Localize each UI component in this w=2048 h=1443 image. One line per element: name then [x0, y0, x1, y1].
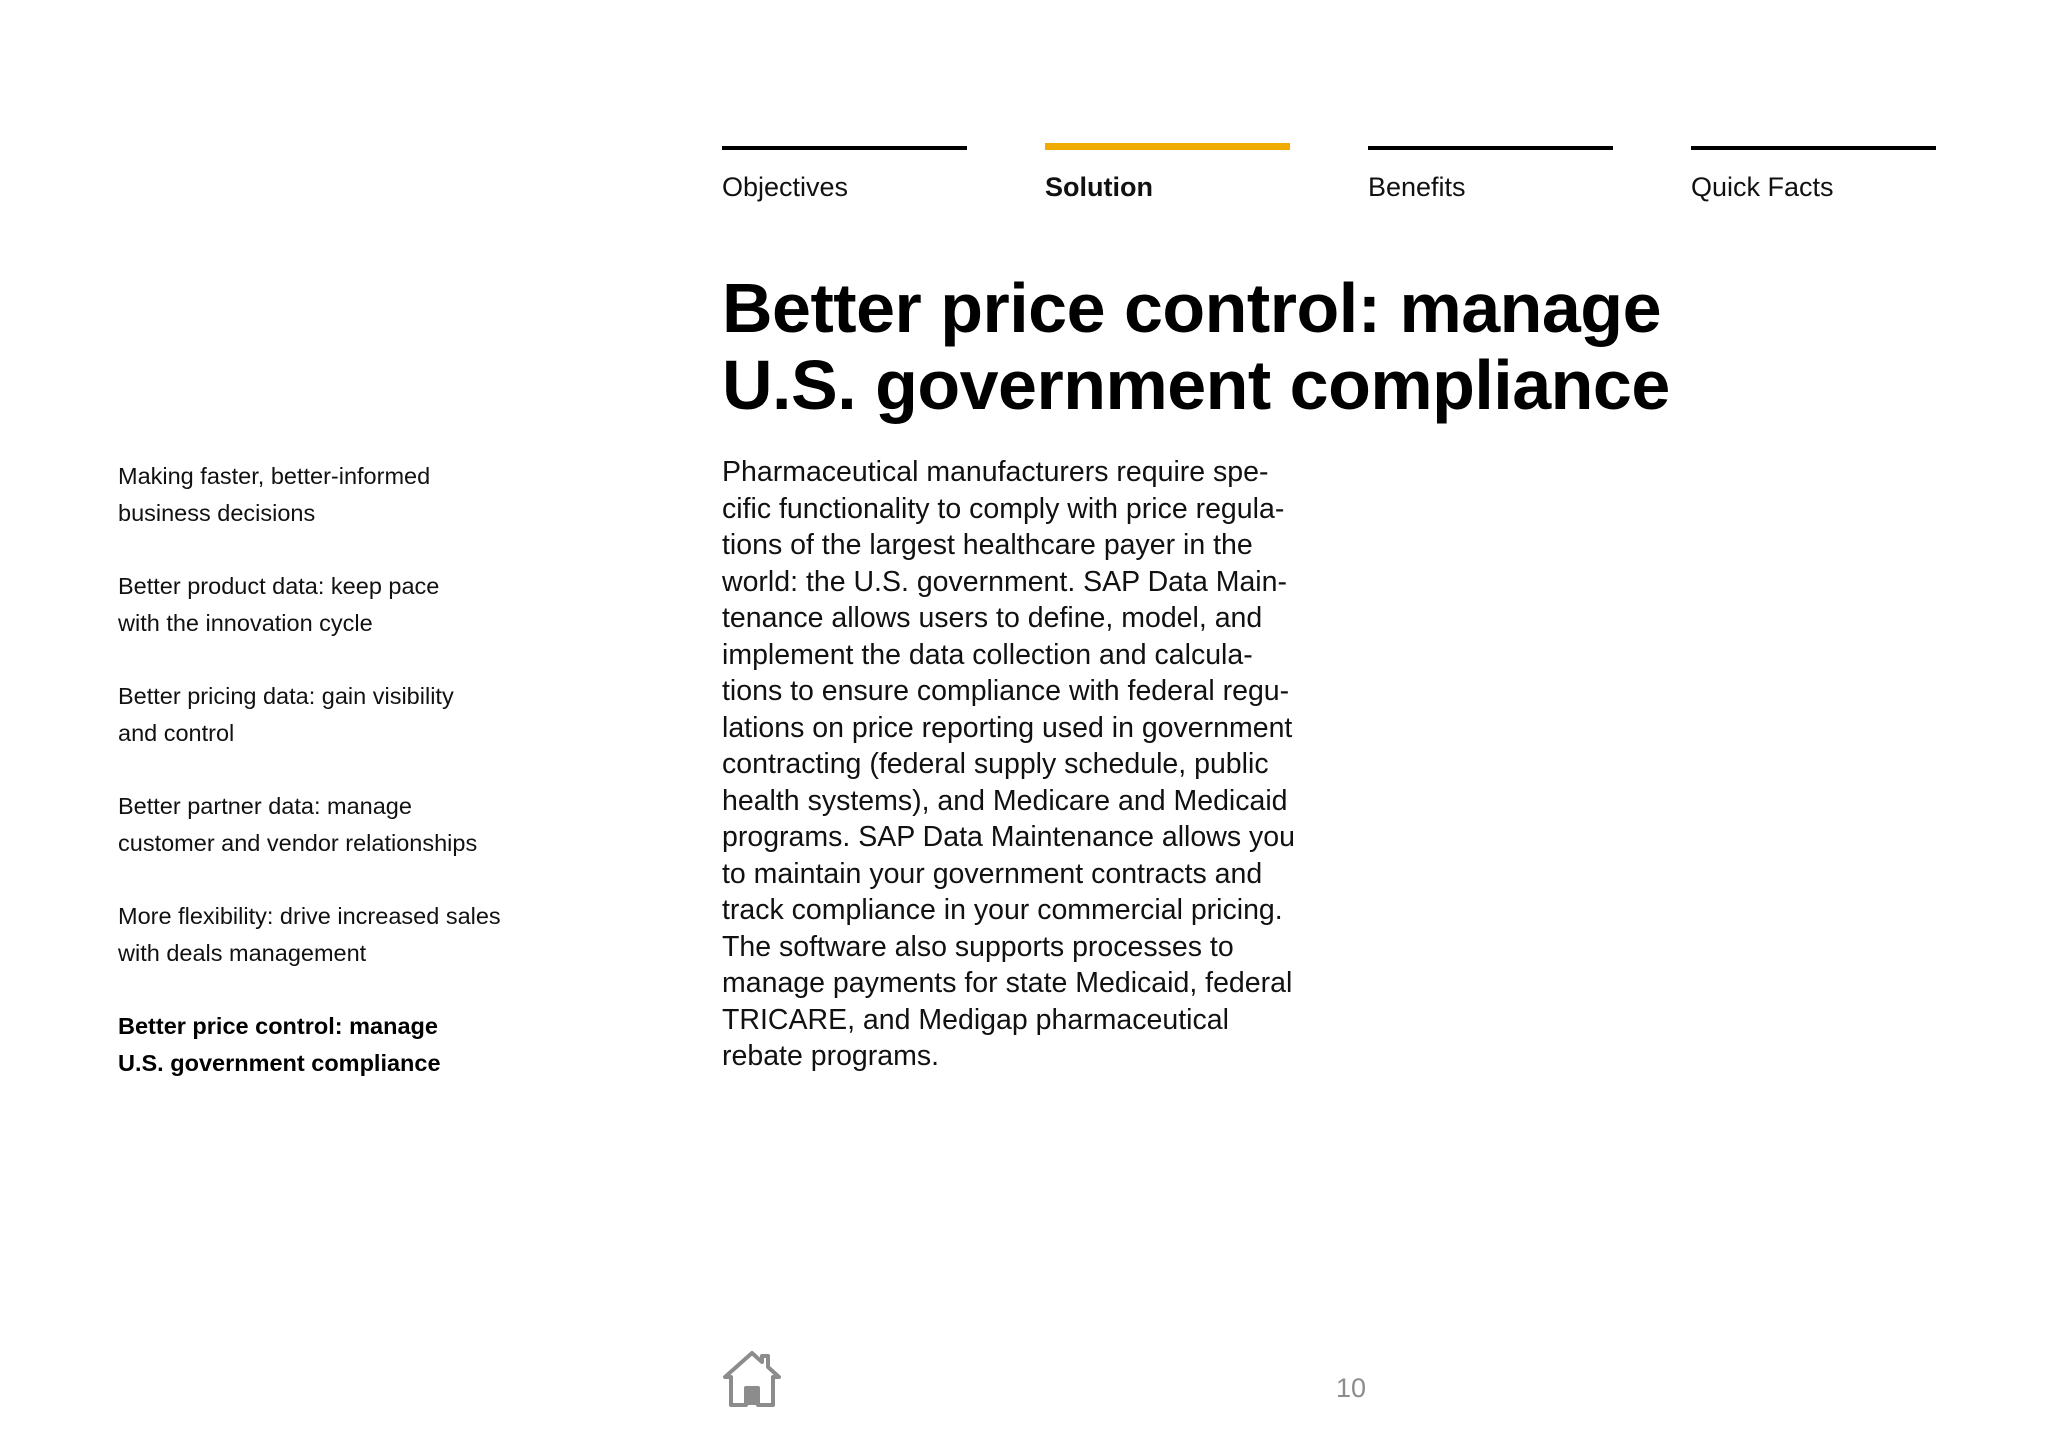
body-line: contracting (federal supply schedule, public: [722, 748, 1269, 780]
body-line: tions of the largest healthcare payer in the: [722, 529, 1253, 561]
sidebar-item-flexibility[interactable]: [118, 898, 558, 971]
body-line: programs. SAP Data Maintenance allows you: [722, 821, 1295, 853]
sidebar-item-label: Better partner data: manage: [118, 793, 412, 819]
sidebar-item-price-control[interactable]: [118, 1008, 558, 1081]
sidebar-item-label: customer and vendor relationships: [118, 829, 478, 856]
home-button[interactable]: [722, 1350, 782, 1408]
body-line: implement the data collection and calcula-: [722, 638, 1253, 671]
body-line: health systems), and Medicare and Medicaid: [722, 784, 1288, 817]
body-line: tions to ensure compliance with federal regu-: [722, 675, 1290, 707]
tab-underline: [722, 146, 967, 150]
tab-label: Quick Facts: [1691, 172, 1834, 202]
tab-underline: [1368, 146, 1613, 150]
body-line: track compliance in your commercial pricing.: [722, 894, 1283, 926]
tab-label: Solution: [1045, 172, 1153, 202]
body-line: cific functionality to comply with price regula-: [722, 492, 1285, 525]
home-icon: [722, 1350, 782, 1408]
sidebar-item-partner-data[interactable]: [118, 788, 558, 861]
page-title: [722, 270, 1902, 424]
body-line: The software also supports processes to: [722, 930, 1234, 963]
tab-underline-active: [1045, 143, 1290, 150]
sidebar-item-label: with deals management: [118, 939, 367, 966]
body-paragraph: [722, 454, 1372, 1075]
body-line: manage payments for state Medicaid, federal: [722, 967, 1293, 999]
body-line: TRICARE, and Medigap pharmaceutical: [722, 1003, 1229, 1036]
body-line: tenance allows users to define, model, and: [722, 602, 1263, 634]
tab-quick-facts[interactable]: [1691, 146, 1936, 204]
tab-solution[interactable]: [1045, 146, 1290, 204]
sidebar-item-faster-decisions[interactable]: [118, 458, 558, 531]
section-tabs: [722, 146, 1938, 216]
sidebar-item-pricing-data[interactable]: [118, 678, 558, 751]
body-line: world: the U.S. government. SAP Data Main-: [722, 565, 1287, 598]
body-line: to maintain your government contracts and: [722, 857, 1263, 890]
sidebar-nav: [118, 458, 558, 1118]
body-line: rebate programs.: [722, 1040, 940, 1072]
sidebar-item-label: business decisions: [118, 499, 316, 526]
sidebar-item-label: Better price control: manage: [118, 1013, 438, 1039]
sidebar-item-label: Better pricing data: gain visibility: [118, 683, 454, 709]
sidebar-item-product-data[interactable]: [118, 568, 558, 641]
tab-underline: [1691, 146, 1936, 150]
tab-benefits[interactable]: [1368, 146, 1613, 204]
body-line: Pharmaceutical manufacturers require spe-: [722, 456, 1269, 488]
page-title-line: Better price control: manage: [722, 269, 1661, 347]
tab-label: Benefits: [1368, 172, 1466, 202]
page-title-line: U.S. government compliance: [722, 346, 1670, 424]
sidebar-item-label: with the innovation cycle: [118, 609, 373, 636]
sidebar-item-label: and control: [118, 719, 235, 746]
tab-label: Objectives: [722, 172, 849, 202]
sidebar-item-label: Making faster, better-informed: [118, 463, 431, 489]
page-number: 10: [1336, 1373, 1367, 1403]
sidebar-item-label: Better product data: keep pace: [118, 573, 440, 599]
sidebar-item-label: More flexibility: drive increased sales: [118, 903, 501, 929]
body-line: lations on price reporting used in government: [722, 711, 1293, 744]
tab-objectives[interactable]: [722, 146, 967, 204]
sidebar-item-label: U.S. government compliance: [118, 1049, 441, 1076]
